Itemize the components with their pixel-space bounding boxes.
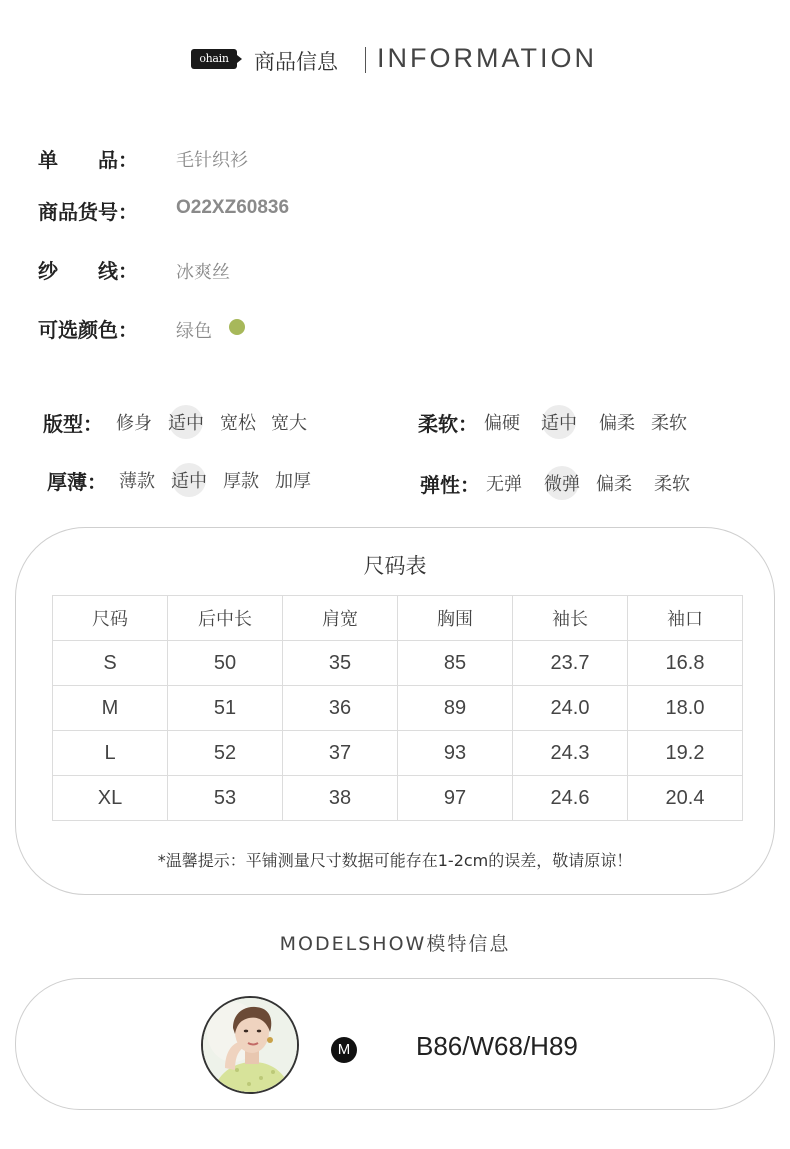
table-cell: L — [53, 731, 168, 776]
fit-option-selected: 适中 — [168, 409, 204, 435]
table-cell: 20.4 — [628, 776, 743, 821]
logo-arrow-icon — [237, 55, 242, 63]
elasticity-option: 偏柔 — [596, 474, 632, 495]
table-header-cell: 胸围 — [398, 596, 513, 641]
table-cell: 35 — [283, 641, 398, 686]
model-measurements: B86/W68/H89 — [416, 1031, 578, 1061]
thickness-option: 薄款 — [119, 471, 155, 492]
table-header-cell: 尺码 — [53, 596, 168, 641]
table-cell: 85 — [398, 641, 513, 686]
color-swatch — [229, 319, 245, 335]
code-value: O22XZ60836 — [176, 197, 290, 218]
thickness-option-selected: 适中 — [171, 467, 207, 493]
elasticity-option: 柔软 — [654, 474, 690, 495]
table-cell: 36 — [283, 686, 398, 731]
size-chart-title: 尺码表 — [363, 554, 427, 578]
table-cell: 38 — [283, 776, 398, 821]
size-table — [52, 595, 743, 821]
table-cell: 97 — [398, 776, 513, 821]
elasticity-label: 弹性： — [420, 473, 480, 497]
table-cell: 37 — [283, 731, 398, 776]
table-cell: 18.0 — [628, 686, 743, 731]
size-chart-card — [15, 527, 775, 895]
table-cell: 51 — [168, 686, 283, 731]
fit-option: 修身 — [116, 413, 152, 434]
table-cell: 23.7 — [513, 641, 628, 686]
table-cell: XL — [53, 776, 168, 821]
thickness-option: 厚款 — [223, 471, 259, 492]
model-card — [15, 978, 775, 1110]
thickness-option: 加厚 — [275, 471, 311, 492]
softness-label: 柔软： — [418, 412, 478, 436]
elasticity-option-selected: 微弹 — [544, 470, 580, 496]
item-label: 单 品： — [38, 148, 138, 172]
fit-option: 宽松 — [220, 413, 256, 434]
table-cell: 50 — [168, 641, 283, 686]
code-label: 商品货号： — [38, 200, 138, 224]
table-row — [53, 731, 743, 776]
yarn-label: 纱 线： — [38, 259, 138, 283]
header-divider — [365, 47, 366, 73]
model-section-title: MODELSHOW模特信息 — [279, 933, 511, 955]
table-header-cell: 后中长 — [168, 596, 283, 641]
table-cell: 24.6 — [513, 776, 628, 821]
elasticity-option: 无弹 — [486, 474, 522, 495]
info-header — [0, 40, 790, 80]
table-cell: 89 — [398, 686, 513, 731]
table-cell: S — [53, 641, 168, 686]
item-value: 毛针织衫 — [176, 150, 248, 171]
thickness-label: 厚薄： — [47, 470, 107, 494]
model-portrait-icon — [203, 998, 297, 1092]
color-value: 绿色 — [176, 321, 212, 342]
fit-label: 版型： — [43, 412, 103, 436]
yarn-value: 冰爽丝 — [176, 262, 230, 283]
table-cell: 19.2 — [628, 731, 743, 776]
table-header-cell: 肩宽 — [283, 596, 398, 641]
measurement-note: *温馨提示：平铺测量尺寸数据可能存在1-2cm的误差，敬请原谅！ — [157, 851, 633, 870]
header-title-en: INFORMATION — [377, 43, 597, 73]
table-cell: 24.0 — [513, 686, 628, 731]
table-row — [53, 776, 743, 821]
table-header-cell: 袖长 — [513, 596, 628, 641]
header-title-cn: 商品信息 — [254, 50, 338, 74]
table-cell: 24.3 — [513, 731, 628, 776]
table-cell: 16.8 — [628, 641, 743, 686]
table-header-cell: 袖口 — [628, 596, 743, 641]
model-avatar — [201, 996, 299, 1094]
table-cell: 53 — [168, 776, 283, 821]
brand-logo: ohain — [191, 49, 237, 69]
table-cell: 52 — [168, 731, 283, 776]
fit-option: 宽大 — [271, 413, 307, 434]
softness-option-selected: 适中 — [541, 409, 577, 435]
table-row — [53, 686, 743, 731]
softness-option: 柔软 — [651, 413, 687, 434]
softness-option: 偏柔 — [599, 413, 635, 434]
color-label: 可选颜色： — [38, 318, 138, 342]
table-header-row — [53, 596, 743, 641]
table-row — [53, 641, 743, 686]
softness-option: 偏硬 — [484, 413, 520, 434]
table-cell: M — [53, 686, 168, 731]
table-cell: 93 — [398, 731, 513, 776]
model-size-badge: M — [331, 1037, 357, 1063]
